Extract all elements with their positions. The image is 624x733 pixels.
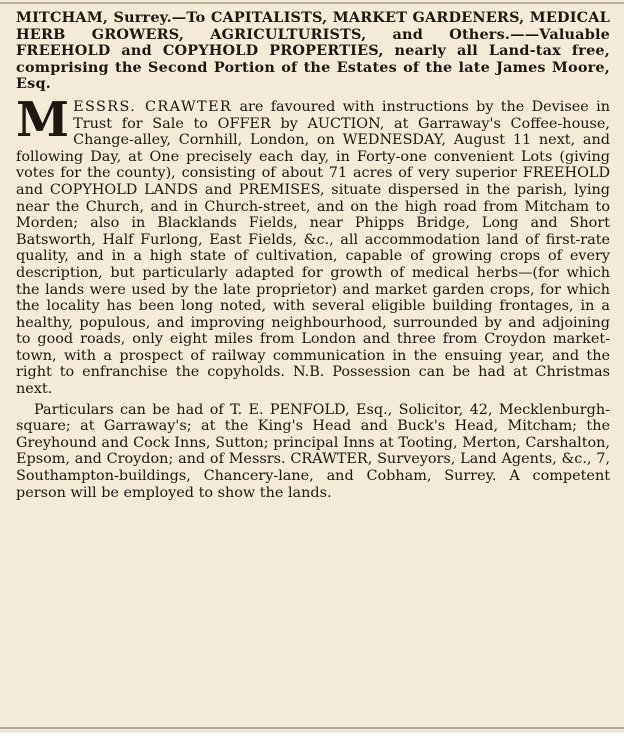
bottom-column-rule (0, 727, 624, 729)
particulars-paragraph: Particulars can be had of T. E. PENFOLD, Esq., Solicitor, 42, Mecklenburgh-square; at Garraway's; at the King's Head and Buck's Head, Mitcham; the Greyhound and Cock Inns, Sutton; principal Inns at Tooting, Merton, Carshalton, Epsom, and Croydon; and of Messrs. CRAWTER, Surveyors, Land Agents, &c., 7, Southampton-buildings, Chancery-lane, and Cobham, Surrey. A competent person will be employed to show the lands. (16, 401, 610, 501)
advert-heading: MITCHAM, Surrey.—To CAPITALISTS, MARKET GARDENERS, MEDICAL HERB GROWERS, AGRICULTURISTS, and Others.——Valuable FREEHOLD and COPYHOLD PROPERTIES, nearly all Land-tax free, comprising the Second Portion of the Estates of the late James Moore, Esq. (16, 9, 610, 93)
advert-main-paragraph (16, 91, 610, 398)
top-column-rule (0, 2, 624, 4)
firm-name-opening: ESSRS. CRAWTER (73, 98, 233, 115)
advert-body-text: are favoured with instructions by the Devisee in Trust for Sale to OFFER by AUCTION, at Garraway's Coffee-house, Change-alley, Cornhill, London, on WEDNESDAY, August 11 next, and following Day, at One precisely each day, in Forty-one convenient Lots (giving votes for the county), consisting of about 71 acres of very superior FREEHOLD and COPYHOLD LANDS and PREMISES, situate dispersed in the parish, lying near the Church, and in Church-street, and on the high road from Mitcham to Morden; also in Blacklands Fields, near Phipps Bridge, Long and Short Batsworth, Half Furlong, East Fields, &c., all accommodation land of first-rate quality, and in a high state of cultivation, capable of growing crops of every description, but particularly adapted for growth of medical herbs—(for which the lands were used by the late proprietor) and market garden crops, for which the locality has been long noted, with several eligible building frontages, in a healthy, populous, and improving neighbourhood, surrounded by and adjoining to good roads, only eight miles from London and three from Croydon market-town, with a prospect of railway communication in the ensuing year, and the right to enfranchise the copyholds. N.B. Possession can be had at Christmas next. (16, 98, 610, 398)
drop-cap-letter: M (16, 91, 70, 148)
